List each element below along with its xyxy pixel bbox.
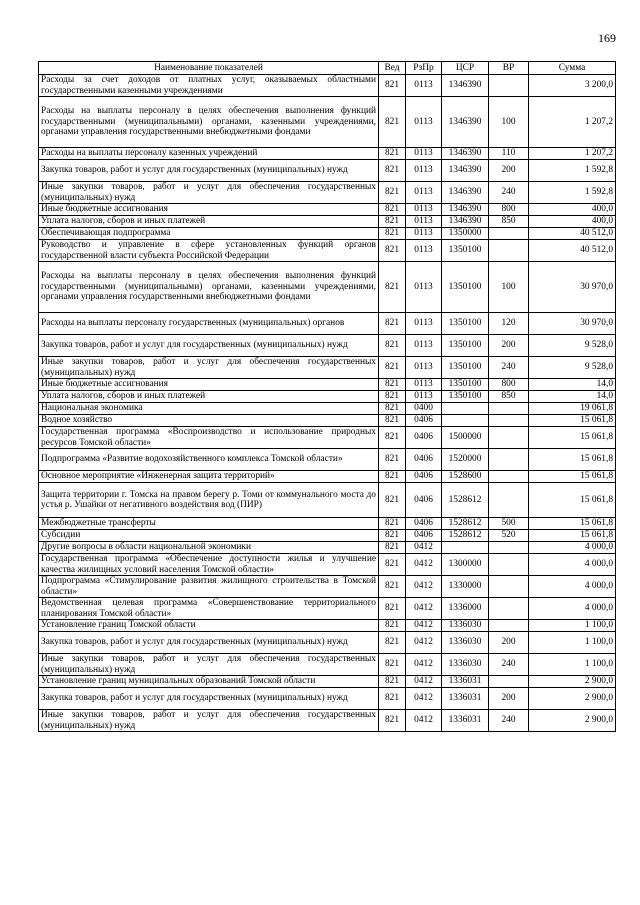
cell-name: Иные бюджетные ассигнования (39, 379, 379, 391)
cell-vr (489, 598, 529, 620)
cell-csr: 1346390 (442, 148, 489, 160)
cell-rzpr: 0412 (406, 598, 442, 620)
cell-vr: 240 (489, 654, 529, 676)
cell-csr (442, 542, 489, 554)
cell-sum: 1 207,2 (529, 148, 616, 160)
cell-ved: 821 (379, 576, 406, 598)
cell-sum: 1 207,2 (529, 97, 616, 148)
cell-name: Расходы за счет доходов от платных услуг, оказываемых областными государственными казенными учреждениями (39, 75, 379, 97)
cell-name: Расходы на выплаты персоналу в целях обеспечения выполнения функций государственными (муниципальными) органами, казенными учреждениями, органами управления государственными внебюджетными фондами (39, 97, 379, 148)
table-row (39, 148, 616, 160)
cell-ved: 821 (379, 415, 406, 427)
cell-rzpr: 0113 (406, 335, 442, 357)
header-sum: Сумма (529, 62, 616, 75)
table-row (39, 542, 616, 554)
cell-name: Закупка товаров, работ и услуг для государственных (муниципальных) нужд (39, 688, 379, 710)
cell-rzpr: 0113 (406, 148, 442, 160)
cell-vr: 800 (489, 379, 529, 391)
cell-sum: 15 061,8 (529, 530, 616, 542)
cell-vr: 520 (489, 530, 529, 542)
cell-rzpr: 0412 (406, 710, 442, 732)
cell-sum: 9 528,0 (529, 335, 616, 357)
cell-sum: 2 900,0 (529, 676, 616, 688)
cell-rzpr: 0412 (406, 688, 442, 710)
cell-rzpr: 0400 (406, 403, 442, 415)
cell-csr: 1336031 (442, 688, 489, 710)
table-header-row (39, 62, 616, 75)
cell-rzpr: 0412 (406, 632, 442, 654)
cell-vr: 800 (489, 204, 529, 216)
table-row (39, 676, 616, 688)
table-row (39, 182, 616, 204)
table-row (39, 620, 616, 632)
cell-vr: 850 (489, 391, 529, 403)
header-name: Наименование показателей (39, 62, 379, 75)
cell-rzpr: 0412 (406, 554, 442, 576)
cell-vr (489, 415, 529, 427)
cell-vr (489, 554, 529, 576)
cell-csr: 1528612 (442, 483, 489, 518)
table-row (39, 262, 616, 313)
cell-name: Иные бюджетные ассигнования (39, 204, 379, 216)
cell-rzpr: 0113 (406, 313, 442, 335)
cell-name: Основное мероприятие «Инженерная защита территорий» (39, 471, 379, 483)
cell-sum: 4 000,0 (529, 542, 616, 554)
cell-rzpr: 0406 (406, 483, 442, 518)
table-row (39, 415, 616, 427)
cell-sum: 1 100,0 (529, 620, 616, 632)
table-row (39, 313, 616, 335)
cell-vr (489, 676, 529, 688)
cell-vr: 240 (489, 710, 529, 732)
cell-ved: 821 (379, 542, 406, 554)
cell-name: Другие вопросы в области национальной экономики (39, 542, 379, 554)
cell-rzpr: 0113 (406, 357, 442, 379)
cell-vr: 200 (489, 160, 529, 182)
cell-vr (489, 471, 529, 483)
cell-ved: 821 (379, 148, 406, 160)
cell-csr: 1346390 (442, 216, 489, 228)
cell-csr: 1330000 (442, 576, 489, 598)
cell-rzpr: 0113 (406, 379, 442, 391)
cell-name: Подпрограмма «Стимулирование развития жилищного строительства в Томской области» (39, 576, 379, 598)
cell-vr: 200 (489, 335, 529, 357)
cell-vr (489, 483, 529, 518)
cell-ved: 821 (379, 620, 406, 632)
cell-name: Уплата налогов, сборов и иных платежей (39, 216, 379, 228)
page-number: 169 (598, 31, 616, 45)
cell-sum: 40 512,0 (529, 240, 616, 262)
cell-csr: 1350100 (442, 379, 489, 391)
cell-csr: 1500000 (442, 427, 489, 449)
cell-rzpr: 0412 (406, 576, 442, 598)
table-row (39, 379, 616, 391)
cell-csr: 1346390 (442, 75, 489, 97)
cell-rzpr: 0406 (406, 427, 442, 449)
cell-csr: 1528612 (442, 518, 489, 530)
cell-ved: 821 (379, 676, 406, 688)
cell-vr: 120 (489, 313, 529, 335)
cell-csr: 1350100 (442, 240, 489, 262)
cell-rzpr: 0406 (406, 471, 442, 483)
cell-csr: 1336030 (442, 654, 489, 676)
cell-ved: 821 (379, 632, 406, 654)
cell-ved: 821 (379, 160, 406, 182)
cell-csr: 1350100 (442, 262, 489, 313)
cell-csr: 1350100 (442, 357, 489, 379)
table-row (39, 518, 616, 530)
table-row (39, 240, 616, 262)
cell-csr: 1346390 (442, 97, 489, 148)
table-row (39, 530, 616, 542)
cell-sum: 1 100,0 (529, 654, 616, 676)
cell-name: Иные закупки товаров, работ и услуг для обеспечения государственных (муниципальных) нужд (39, 654, 379, 676)
cell-vr: 500 (489, 518, 529, 530)
cell-csr: 1520000 (442, 449, 489, 471)
cell-vr (489, 75, 529, 97)
cell-name: Межбюджетные трансферты (39, 518, 379, 530)
cell-ved: 821 (379, 379, 406, 391)
table-row (39, 228, 616, 240)
cell-vr: 240 (489, 357, 529, 379)
cell-ved: 821 (379, 427, 406, 449)
cell-ved: 821 (379, 449, 406, 471)
cell-name: Национальная экономика (39, 403, 379, 415)
cell-ved: 821 (379, 97, 406, 148)
cell-ved: 821 (379, 182, 406, 204)
table-row (39, 216, 616, 228)
cell-rzpr: 0113 (406, 204, 442, 216)
cell-csr: 1300000 (442, 554, 489, 576)
cell-ved: 821 (379, 228, 406, 240)
cell-name: Водное хозяйство (39, 415, 379, 427)
cell-sum: 1 100,0 (529, 632, 616, 654)
cell-name: Расходы на выплаты персоналу в целях обеспечения выполнения функций государственными (муниципальными) органами, казенными учреждениями, органами управления государственными внебюджетными фондами (39, 262, 379, 313)
cell-rzpr: 0113 (406, 391, 442, 403)
cell-name: Расходы на выплаты персоналу государственных (муниципальных) органов (39, 313, 379, 335)
table-row (39, 204, 616, 216)
cell-csr: 1336030 (442, 632, 489, 654)
cell-name: Иные закупки товаров, работ и услуг для обеспечения государственных (муниципальных) нужд (39, 357, 379, 379)
cell-sum: 15 061,8 (529, 415, 616, 427)
cell-name: Государственная программа «Обеспечение доступности жилья и улучшение качества жилищных условий населения Томской области» (39, 554, 379, 576)
cell-name: Защита территории г. Томска на правом берегу р. Томи от коммунального моста до устья р. Ушайки от негативного воздействия вод (ПИР) (39, 483, 379, 518)
cell-sum: 9 528,0 (529, 357, 616, 379)
cell-ved: 821 (379, 530, 406, 542)
cell-name: Установление границ муниципальных образований Томской области (39, 676, 379, 688)
cell-vr: 240 (489, 182, 529, 204)
cell-csr (442, 403, 489, 415)
table-row (39, 97, 616, 148)
cell-sum: 2 900,0 (529, 710, 616, 732)
table-row (39, 576, 616, 598)
cell-csr (442, 415, 489, 427)
cell-sum: 19 061,8 (529, 403, 616, 415)
cell-vr (489, 427, 529, 449)
cell-rzpr: 0113 (406, 228, 442, 240)
cell-csr: 1350100 (442, 313, 489, 335)
cell-vr: 200 (489, 632, 529, 654)
cell-name: Установление границ Томской области (39, 620, 379, 632)
cell-ved: 821 (379, 216, 406, 228)
cell-rzpr: 0412 (406, 542, 442, 554)
cell-ved: 821 (379, 391, 406, 403)
cell-vr: 110 (489, 148, 529, 160)
cell-name: Субсидии (39, 530, 379, 542)
budget-table (38, 61, 616, 732)
cell-csr: 1528612 (442, 530, 489, 542)
table-row (39, 335, 616, 357)
cell-csr: 1346390 (442, 160, 489, 182)
table-row (39, 160, 616, 182)
header-ved: Вед (379, 62, 406, 75)
table-row (39, 471, 616, 483)
cell-vr: 100 (489, 262, 529, 313)
cell-ved: 821 (379, 204, 406, 216)
cell-name: Руководство и управление в сфере установленных функций органов государственной власти субъекта Российской Федерации (39, 240, 379, 262)
cell-name: Закупка товаров, работ и услуг для государственных (муниципальных) нужд (39, 160, 379, 182)
table-row (39, 598, 616, 620)
cell-csr: 1336030 (442, 620, 489, 632)
cell-name: Государственная программа «Воспроизводство и использование природных ресурсов Томской области» (39, 427, 379, 449)
cell-rzpr: 0113 (406, 216, 442, 228)
cell-vr (489, 240, 529, 262)
cell-rzpr: 0406 (406, 530, 442, 542)
cell-sum: 15 061,8 (529, 483, 616, 518)
cell-rzpr: 0113 (406, 75, 442, 97)
cell-csr: 1350100 (442, 391, 489, 403)
cell-ved: 821 (379, 262, 406, 313)
cell-vr (489, 542, 529, 554)
cell-rzpr: 0113 (406, 240, 442, 262)
cell-ved: 821 (379, 75, 406, 97)
cell-ved: 821 (379, 240, 406, 262)
cell-sum: 2 900,0 (529, 688, 616, 710)
cell-name: Уплата налогов, сборов и иных платежей (39, 391, 379, 403)
cell-sum: 15 061,8 (529, 449, 616, 471)
cell-rzpr: 0412 (406, 620, 442, 632)
cell-csr: 1350100 (442, 335, 489, 357)
cell-rzpr: 0113 (406, 182, 442, 204)
cell-sum: 15 061,8 (529, 427, 616, 449)
cell-sum: 400,0 (529, 204, 616, 216)
header-rzpr: РзПр (406, 62, 442, 75)
cell-sum: 14,0 (529, 379, 616, 391)
table-row (39, 554, 616, 576)
cell-sum: 1 592,8 (529, 182, 616, 204)
cell-sum: 30 970,0 (529, 313, 616, 335)
cell-sum: 4 000,0 (529, 554, 616, 576)
cell-vr: 100 (489, 97, 529, 148)
cell-ved: 821 (379, 471, 406, 483)
cell-sum: 400,0 (529, 216, 616, 228)
cell-sum: 15 061,8 (529, 471, 616, 483)
cell-vr: 850 (489, 216, 529, 228)
header-vr: ВР (489, 62, 529, 75)
cell-rzpr: 0113 (406, 97, 442, 148)
cell-ved: 821 (379, 654, 406, 676)
table-row (39, 391, 616, 403)
cell-name: Расходы на выплаты персоналу казенных учреждений (39, 148, 379, 160)
cell-name: Закупка товаров, работ и услуг для государственных (муниципальных) нужд (39, 632, 379, 654)
table-row (39, 403, 616, 415)
cell-sum: 30 970,0 (529, 262, 616, 313)
cell-csr: 1336031 (442, 676, 489, 688)
cell-sum: 40 512,0 (529, 228, 616, 240)
cell-ved: 821 (379, 518, 406, 530)
cell-rzpr: 0113 (406, 262, 442, 313)
cell-rzpr: 0412 (406, 676, 442, 688)
cell-ved: 821 (379, 335, 406, 357)
table-row (39, 710, 616, 732)
table-row (39, 449, 616, 471)
cell-ved: 821 (379, 554, 406, 576)
cell-csr: 1528600 (442, 471, 489, 483)
cell-sum: 4 000,0 (529, 598, 616, 620)
table-body (39, 75, 616, 732)
cell-sum: 3 200,0 (529, 75, 616, 97)
cell-ved: 821 (379, 710, 406, 732)
cell-rzpr: 0412 (406, 654, 442, 676)
cell-ved: 821 (379, 403, 406, 415)
table-row (39, 632, 616, 654)
cell-name: Закупка товаров, работ и услуг для государственных (муниципальных) нужд (39, 335, 379, 357)
cell-name: Иные закупки товаров, работ и услуг для обеспечения государственных (муниципальных) нужд (39, 710, 379, 732)
table-row (39, 654, 616, 676)
cell-sum: 4 000,0 (529, 576, 616, 598)
cell-sum: 14,0 (529, 391, 616, 403)
table-row (39, 427, 616, 449)
cell-ved: 821 (379, 357, 406, 379)
cell-rzpr: 0406 (406, 415, 442, 427)
cell-sum: 15 061,8 (529, 518, 616, 530)
cell-name: Иные закупки товаров, работ и услуг для обеспечения государственных (муниципальных) нужд (39, 182, 379, 204)
cell-vr: 200 (489, 688, 529, 710)
cell-csr: 1346390 (442, 204, 489, 216)
cell-vr (489, 403, 529, 415)
cell-ved: 821 (379, 598, 406, 620)
cell-ved: 821 (379, 483, 406, 518)
table-row (39, 483, 616, 518)
table-row (39, 75, 616, 97)
cell-csr: 1346390 (442, 182, 489, 204)
cell-name: Ведомственная целевая программа «Совершенствование территориального планирования Томской области» (39, 598, 379, 620)
cell-csr: 1336000 (442, 598, 489, 620)
cell-ved: 821 (379, 688, 406, 710)
cell-rzpr: 0406 (406, 449, 442, 471)
cell-sum: 1 592,8 (529, 160, 616, 182)
header-csr: ЦСР (442, 62, 489, 75)
cell-vr (489, 228, 529, 240)
cell-csr: 1336031 (442, 710, 489, 732)
cell-vr (489, 449, 529, 471)
cell-ved: 821 (379, 313, 406, 335)
cell-vr (489, 576, 529, 598)
cell-name: Обеспечивающая подпрограмма (39, 228, 379, 240)
cell-rzpr: 0113 (406, 160, 442, 182)
cell-csr: 1350000 (442, 228, 489, 240)
cell-rzpr: 0406 (406, 518, 442, 530)
cell-name: Подпрограмма «Развитие водохозяйственного комплекса Томской области» (39, 449, 379, 471)
cell-vr (489, 620, 529, 632)
table-row (39, 357, 616, 379)
table-row (39, 688, 616, 710)
